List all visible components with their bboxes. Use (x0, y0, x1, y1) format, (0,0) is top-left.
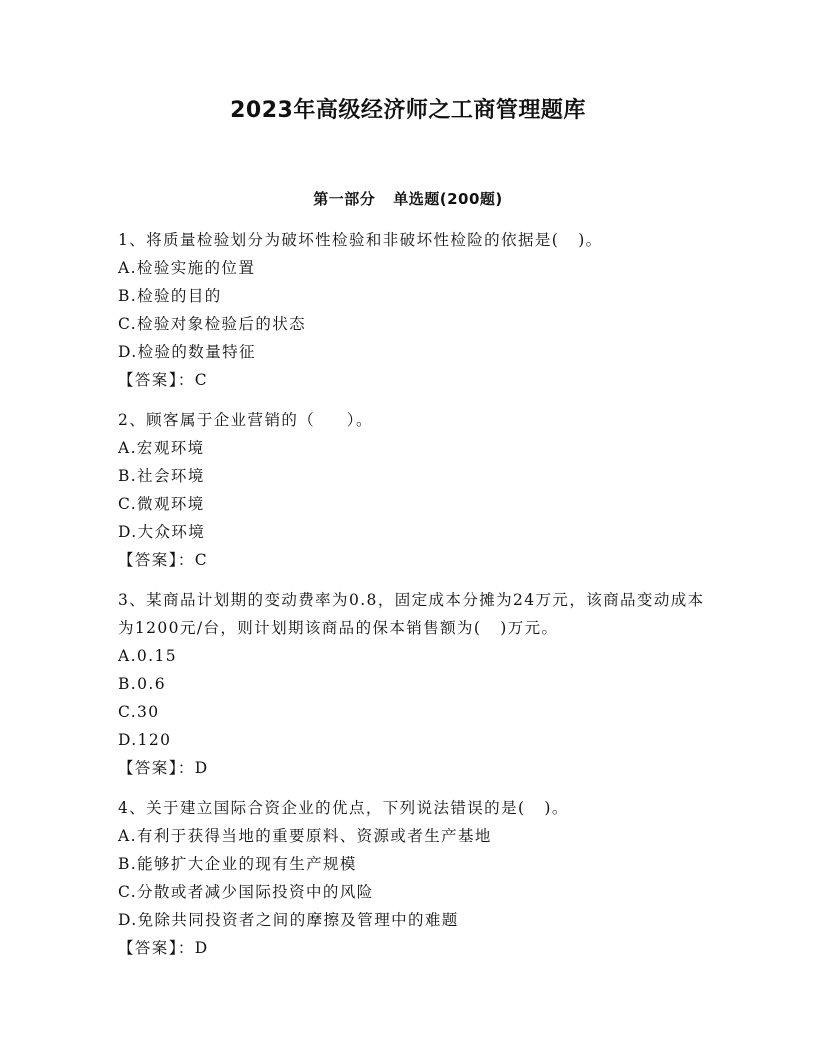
question-1 (118, 226, 718, 394)
section-title: 第一部分 (313, 190, 376, 208)
option-a: A.宏观环境 (118, 439, 205, 457)
option-c: C.微观环境 (118, 495, 205, 513)
answer-label: 【答案】： (118, 371, 195, 389)
option-c: C.30 (118, 703, 160, 721)
question-stem: 2、顾客属于企业营销的（ ）。 (118, 411, 373, 429)
document-title: 2023年高级经济师之工商管理题库 (230, 98, 586, 123)
option-a: A.有利于获得当地的重要原料、资源或者生产基地 (118, 827, 492, 845)
option-b: B.0.6 (118, 675, 166, 693)
answer-line (118, 546, 718, 574)
answer-label: 【答案】： (118, 939, 195, 957)
option-d: D.大众环境 (118, 523, 206, 541)
option-a: A.检验实施的位置 (118, 259, 256, 277)
question-3 (118, 586, 718, 782)
answer-line (118, 366, 718, 394)
question-list (118, 226, 718, 974)
answer-line (118, 754, 718, 782)
question-2 (118, 406, 718, 574)
question-stem: 4、关于建立国际合资企业的优点，下列说法错误的是( )。 (118, 799, 569, 817)
option-b: B.社会环境 (118, 467, 205, 485)
answer-label: 【答案】： (118, 551, 195, 569)
question-4 (118, 794, 718, 962)
option-a: A.0.15 (118, 647, 178, 665)
option-d: D.120 (118, 731, 172, 749)
question-stem: 1、将质量检验划分为破坏性检验和非破坏性检险的依据是( )。 (118, 231, 603, 249)
section-heading (0, 186, 816, 212)
option-d: D.检验的数量特征 (118, 343, 256, 361)
option-b: B.检验的目的 (118, 287, 222, 305)
option-c: C.分散或者减少国际投资中的风险 (118, 883, 374, 901)
answer-value: C (194, 551, 209, 569)
answer-line (118, 934, 718, 962)
answer-value: C (194, 371, 209, 389)
option-c: C.检验对象检验后的状态 (118, 315, 307, 333)
question-stem: 3、某商品计划期的变动费率为0.8，固定成本分摊为24万元，该商品变动成本为1200元/台，则计划期该商品的保本销售额为( )万元。 (118, 591, 705, 637)
answer-value: D (194, 939, 209, 957)
option-d: D.免除共同投资者之间的摩擦及管理中的难题 (118, 911, 459, 929)
section-subtitle: 单选题(200题) (393, 190, 503, 208)
answer-value: D (194, 759, 209, 777)
answer-label: 【答案】： (118, 759, 195, 777)
option-b: B.能够扩大企业的现有生产规模 (118, 855, 357, 873)
